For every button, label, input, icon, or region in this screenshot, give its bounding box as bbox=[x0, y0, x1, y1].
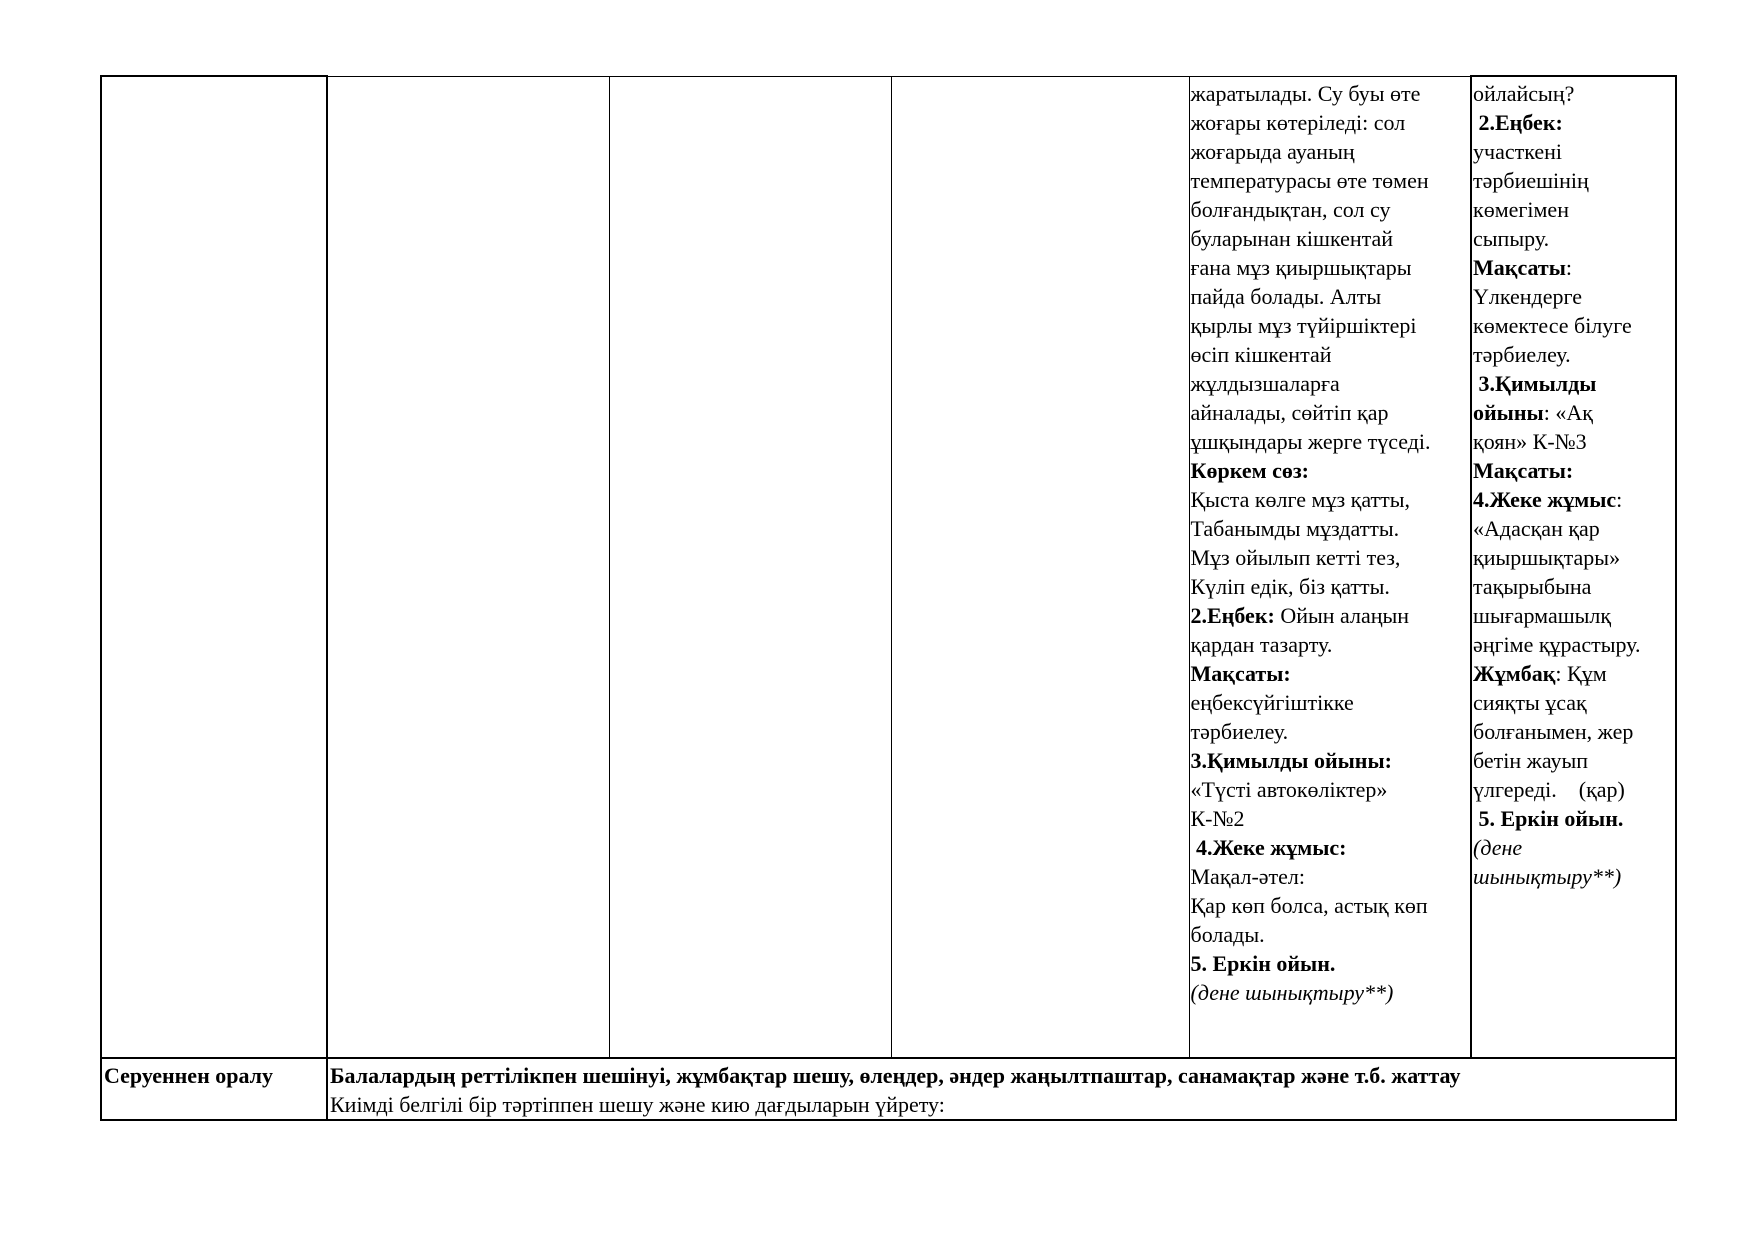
text-run: Мақсаты: bbox=[1473, 458, 1574, 483]
text-run: (дене bbox=[1473, 835, 1523, 860]
text-run: айналады, сөйтіп қар bbox=[1190, 399, 1389, 425]
text-run: көмектесе білуге bbox=[1473, 313, 1632, 338]
text-line bbox=[1191, 717, 1471, 746]
return-label: Серуеннен оралу bbox=[104, 1063, 274, 1088]
text-run: тәрбиелеу. bbox=[1190, 718, 1289, 744]
text-line bbox=[1473, 108, 1675, 137]
text-line bbox=[1473, 543, 1675, 572]
text-run: буларынан кішкентай bbox=[1190, 225, 1394, 251]
text-line bbox=[1191, 340, 1471, 369]
text-run: Үлкендерге bbox=[1473, 284, 1583, 309]
plan-table bbox=[100, 75, 1677, 1121]
text-line bbox=[1473, 456, 1675, 485]
text-line bbox=[1191, 282, 1471, 311]
text-line bbox=[1473, 398, 1675, 427]
table-cell-empty bbox=[101, 76, 327, 1058]
text-line bbox=[1473, 572, 1675, 601]
text-line bbox=[1191, 804, 1471, 833]
text-run: К-№2 bbox=[1190, 805, 1245, 831]
text-line bbox=[1191, 833, 1471, 862]
text-line bbox=[1473, 601, 1675, 630]
text-line bbox=[1191, 166, 1471, 195]
text-run: тәрбиешінің bbox=[1473, 168, 1589, 193]
text-run: шығармашылқ bbox=[1473, 603, 1612, 628]
text-line bbox=[1473, 862, 1675, 891]
return-body-text: Киімді белгілі бір тәртіппен шешу және кию дағдыларын үйрету: bbox=[330, 1092, 945, 1117]
text-run: 5. Еркін ойын. bbox=[1473, 806, 1624, 831]
text-line bbox=[1473, 514, 1675, 543]
text-run: Табанымды мұздатты. bbox=[1190, 515, 1400, 541]
text-run: Қыста көлге мұз қатты, bbox=[1190, 486, 1411, 512]
table-cell-empty bbox=[891, 76, 1189, 1058]
text-run: Мұз ойылып кетті тез, bbox=[1190, 544, 1401, 570]
return-label-cell bbox=[101, 1058, 327, 1120]
text-run: Жұмбақ bbox=[1473, 661, 1556, 686]
text-line bbox=[1473, 340, 1675, 369]
text-run: Күліп едік, біз қатты. bbox=[1190, 573, 1390, 599]
text-run: болғанымен, жер bbox=[1473, 719, 1634, 744]
text-line bbox=[1473, 224, 1675, 253]
text-run: 3.Қимылды bbox=[1473, 371, 1597, 396]
text-line bbox=[1191, 195, 1471, 224]
text-line bbox=[1473, 195, 1675, 224]
text-run: ойлайсың? bbox=[1473, 81, 1575, 106]
text-run: қырлы мұз түйіршіктері bbox=[1190, 312, 1417, 338]
text-line bbox=[1473, 775, 1675, 804]
activity-cell-day5 bbox=[1471, 76, 1676, 1058]
text-run: еңбексүйгіштікке bbox=[1190, 689, 1354, 715]
text-run: өсіп кішкентай bbox=[1190, 341, 1332, 367]
text-line bbox=[1191, 79, 1471, 108]
text-run: Көркем сөз: bbox=[1190, 457, 1309, 483]
text-run: Қар көп болса, астық көп bbox=[1190, 892, 1428, 918]
text-run: 4.Жеке жұмыс: bbox=[1190, 834, 1347, 860]
text-run: 5. Еркін ойын. bbox=[1190, 950, 1336, 976]
text-run: тәрбиелеу. bbox=[1473, 342, 1571, 367]
return-heading: Балалардың реттілікпен шешінуі, жұмбақтар шешу, өлеңдер, әндер жаңылтпаштар, санамақтар және т.б. жаттау bbox=[330, 1063, 1461, 1088]
text-line bbox=[1473, 369, 1675, 398]
text-run: ұшқындары жерге түседі. bbox=[1190, 428, 1431, 454]
text-run: Мақсаты bbox=[1473, 255, 1566, 280]
return-content-cell bbox=[327, 1058, 1676, 1120]
text-line bbox=[1473, 688, 1675, 717]
text-line bbox=[1473, 833, 1675, 862]
text-line bbox=[1473, 630, 1675, 659]
text-run: шынықтыру**) bbox=[1473, 864, 1622, 889]
text-run: : «Ақ bbox=[1543, 400, 1593, 425]
text-line bbox=[1191, 688, 1471, 717]
text-run: ойыны bbox=[1473, 400, 1544, 425]
text-line bbox=[1191, 398, 1471, 427]
text-run: Мақсаты: bbox=[1190, 660, 1291, 686]
text-line bbox=[1191, 137, 1471, 166]
text-line bbox=[1191, 485, 1471, 514]
text-run: қиыршықтары» bbox=[1473, 545, 1621, 570]
text-run: пайда болады. Алты bbox=[1190, 283, 1382, 309]
text-line bbox=[1473, 717, 1675, 746]
text-line bbox=[1191, 543, 1471, 572]
text-line bbox=[1191, 224, 1471, 253]
text-line bbox=[1473, 253, 1675, 282]
text-run: болғандықтан, сол су bbox=[1190, 196, 1391, 222]
text-line bbox=[1191, 920, 1471, 949]
text-run: : Құм bbox=[1555, 661, 1607, 686]
text-line bbox=[1473, 427, 1675, 456]
table-cell-empty bbox=[327, 76, 609, 1058]
table-row bbox=[101, 1058, 1676, 1120]
text-run: жоғарыда ауаның bbox=[1190, 138, 1355, 164]
text-line bbox=[1473, 79, 1675, 108]
text-run: үлгереді. (қар) bbox=[1473, 777, 1625, 802]
text-line bbox=[1191, 427, 1471, 456]
text-line bbox=[1191, 601, 1471, 630]
text-run: қоян» К-№3 bbox=[1473, 429, 1587, 454]
table-cell-empty bbox=[609, 76, 891, 1058]
text-run: сияқты ұсақ bbox=[1473, 690, 1587, 715]
text-line bbox=[1473, 485, 1675, 514]
activity-text bbox=[1472, 77, 1675, 891]
text-line bbox=[1473, 804, 1675, 833]
text-run: «Адасқан қар bbox=[1473, 516, 1600, 541]
table-row bbox=[101, 76, 1676, 1058]
text-run: бетін жауып bbox=[1473, 748, 1589, 773]
text-line bbox=[1473, 282, 1675, 311]
text-run: Ойын алаңын bbox=[1274, 602, 1410, 628]
text-line bbox=[1191, 630, 1471, 659]
text-line bbox=[1473, 659, 1675, 688]
text-run: әңгіме құрастыру. bbox=[1473, 632, 1641, 657]
text-line bbox=[1191, 659, 1471, 688]
text-line bbox=[1191, 746, 1471, 775]
text-run: жұлдызшаларға bbox=[1190, 370, 1340, 396]
text-run: : bbox=[1565, 255, 1573, 280]
text-run: көмегімен bbox=[1473, 197, 1569, 222]
text-run: жоғары көтеріледі: сол bbox=[1190, 109, 1406, 135]
text-run: ғана мұз қиыршықтары bbox=[1190, 254, 1412, 280]
text-line bbox=[1473, 746, 1675, 775]
text-line bbox=[1191, 514, 1471, 543]
text-line bbox=[1191, 949, 1471, 978]
text-line bbox=[1191, 311, 1471, 340]
text-line bbox=[1191, 369, 1471, 398]
text-line bbox=[1473, 166, 1675, 195]
text-line bbox=[1191, 456, 1471, 485]
text-run: (дене шынықтыру**) bbox=[1190, 979, 1394, 1005]
text-run: жаратылады. Су буы өте bbox=[1190, 80, 1421, 106]
text-run: : bbox=[1616, 487, 1623, 512]
text-run: болады. bbox=[1190, 921, 1265, 947]
text-line bbox=[1191, 108, 1471, 137]
text-run: 3.Қимылды ойыны: bbox=[1190, 747, 1392, 773]
activity-cell-day4 bbox=[1189, 76, 1471, 1058]
text-line bbox=[1191, 775, 1471, 804]
text-run: Мақал-әтел: bbox=[1190, 863, 1306, 889]
text-line bbox=[1473, 137, 1675, 166]
text-line bbox=[1191, 891, 1471, 920]
text-run: «Түсті автокөліктер» bbox=[1190, 776, 1388, 802]
text-line bbox=[1191, 862, 1471, 891]
activity-text bbox=[1190, 77, 1471, 1007]
text-run: 2.Еңбек: bbox=[1190, 602, 1275, 628]
text-line bbox=[1473, 311, 1675, 340]
text-run: тақырыбына bbox=[1473, 574, 1592, 599]
text-line bbox=[1191, 253, 1471, 282]
text-line bbox=[1191, 572, 1471, 601]
text-run: температурасы өте төмен bbox=[1190, 167, 1429, 193]
text-run: қардан тазарту. bbox=[1190, 631, 1333, 657]
text-run: 2.Еңбек: bbox=[1473, 110, 1563, 135]
text-run: сыпыру. bbox=[1473, 226, 1550, 251]
text-line bbox=[1191, 978, 1471, 1007]
text-run: участкені bbox=[1473, 139, 1562, 164]
text-run: 4.Жеке жұмыс bbox=[1473, 487, 1617, 512]
